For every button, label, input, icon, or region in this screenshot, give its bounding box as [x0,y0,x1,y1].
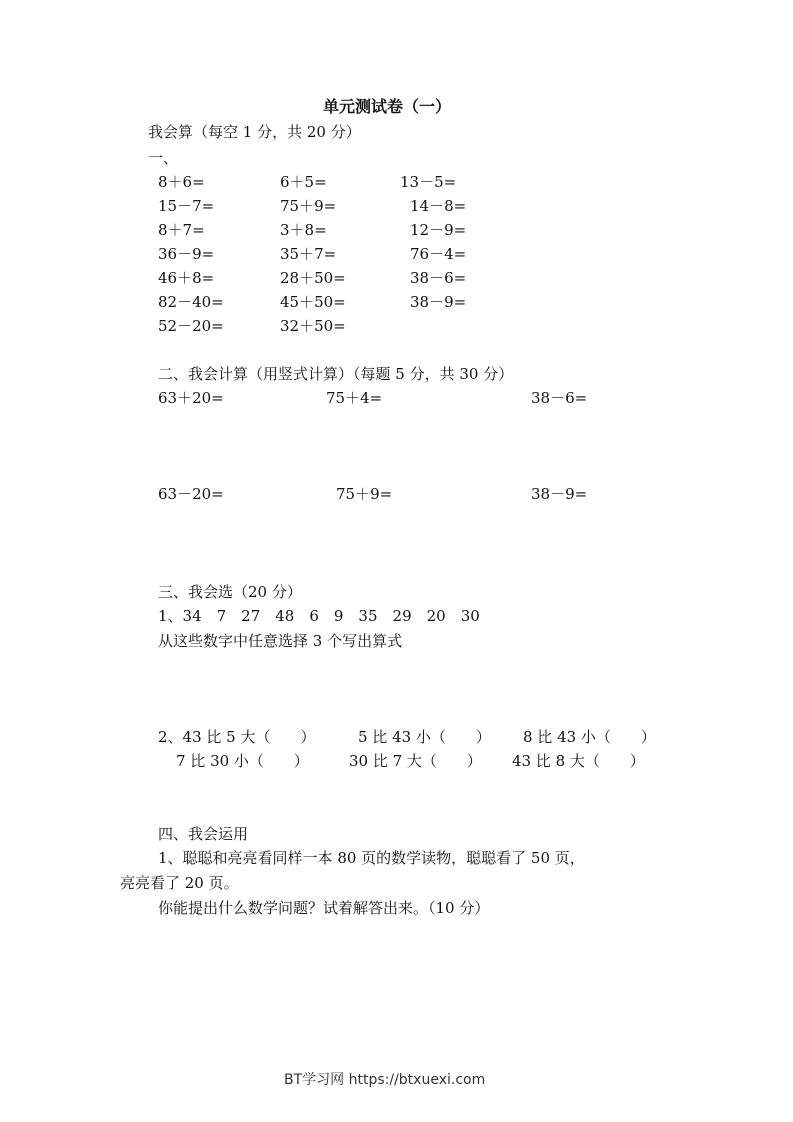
problem: 14－8= [410,197,467,215]
problem: 32＋50= [280,317,346,335]
problem: 75＋4= [326,389,383,407]
problem: 46＋8= [158,269,215,287]
problem: 38－9= [531,485,588,503]
footer-watermark: BT学习网 https://btxuexi.com [284,1072,486,1088]
comparison: 43 比 8 大（ ） [512,752,645,770]
problem: 82－40= [158,293,224,311]
problem: 38－9= [410,293,467,311]
problem: 63＋20= [158,389,224,407]
problem: 75＋9= [336,485,393,503]
question-instruction: 从这些数字中任意选择 3 个写出算式 [158,632,403,650]
comparison: 7 比 30 小（ ） [176,752,309,770]
section4-heading: 四、我会运用 [158,825,249,843]
section2-heading: 二、我会计算（用竖式计算）（每题 5 分，共 30 分） [158,365,514,383]
problem: 8＋7= [158,221,205,239]
question-numbers: 1、34 7 27 48 6 9 35 29 20 30 [158,607,480,625]
comparison: 8 比 43 小（ ） [523,728,656,746]
problem: 38－6= [531,389,588,407]
section1-number: 一、 [148,149,179,167]
problem: 45＋50= [280,293,346,311]
problem: 63－20= [158,485,224,503]
problem: 13－5= [400,173,457,191]
comparison: 2、43 比 5 大（ ） [158,728,316,746]
comparison: 30 比 7 大（ ） [349,752,482,770]
word-problem-line: 1、聪聪和亮亮看同样一本 80 页的数学读物，聪聪看了 50 页， [158,849,585,867]
problem: 28＋50= [280,269,346,287]
problem: 36－9= [158,245,215,263]
problem: 76－4= [410,245,467,263]
problem: 75＋9= [280,197,337,215]
problem: 38－6= [410,269,467,287]
problem: 52－20= [158,317,224,335]
section1-heading: 我会算（每空 1 分，共 20 分） [148,123,361,141]
problem: 3＋8= [280,221,327,239]
page-title: 单元测试卷（一） [323,97,452,116]
comparison: 5 比 43 小（ ） [358,728,491,746]
problem: 15－7= [158,197,215,215]
word-problem-line: 亮亮看了 20 页。 [120,874,239,892]
word-problem-line: 你能提出什么数学问题？试着解答出来。（10 分） [158,899,490,917]
problem: 35＋7= [280,245,337,263]
problem: 12－9= [410,221,467,239]
section3-heading: 三、我会选（20 分） [158,583,302,601]
problem: 8＋6= [158,173,205,191]
problem: 6＋5= [280,173,327,191]
